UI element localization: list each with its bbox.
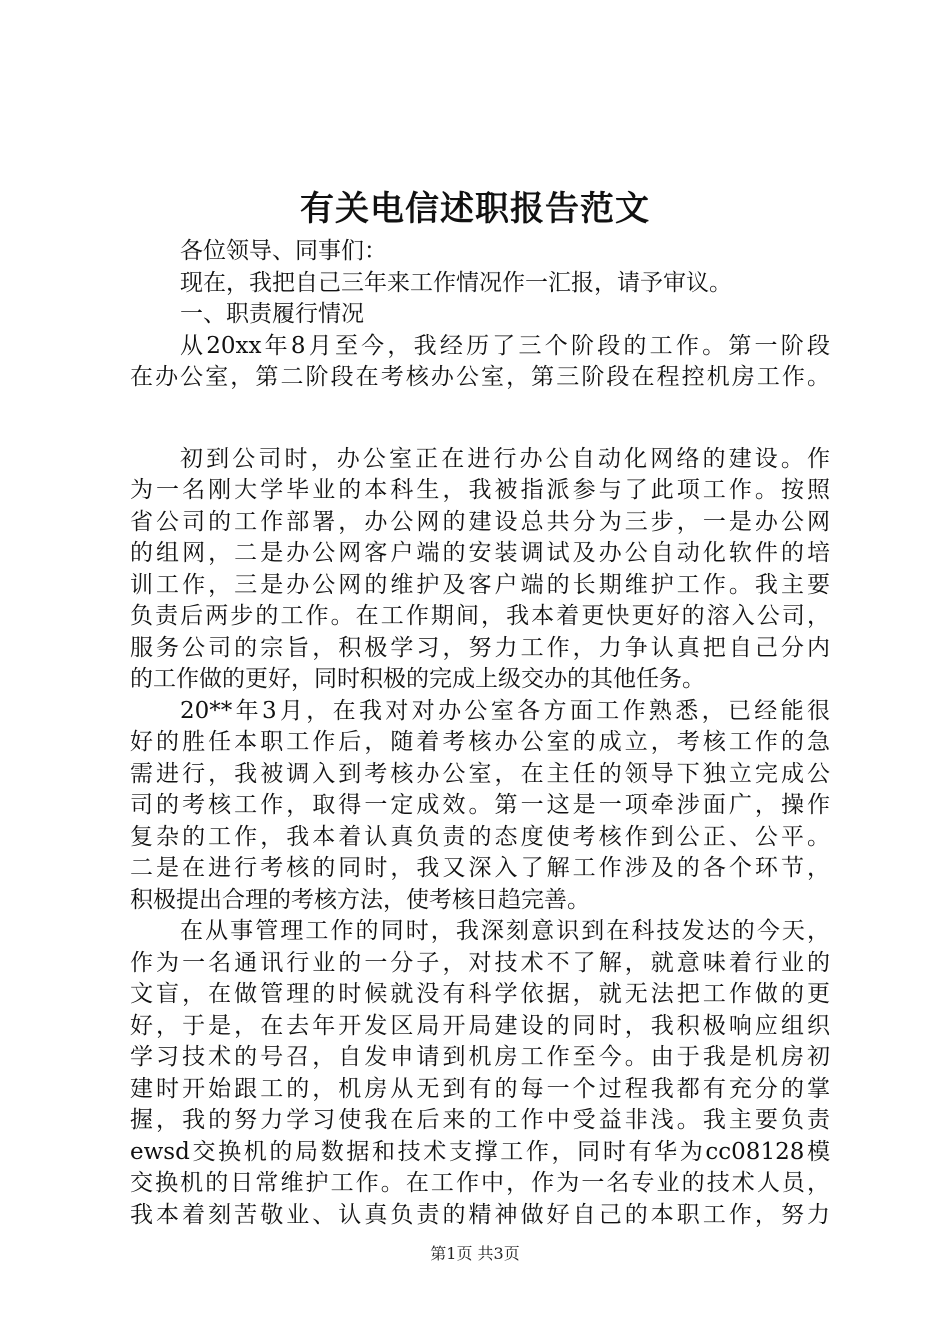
body-line: 从20xx年8月至今，我经历了三个阶段的工作。第一阶段 [180,332,830,359]
body-line: 复杂的工作，我本着认真负责的态度使考核作到公正、公平。 [130,823,830,850]
body-line: 的组网，二是办公网客户端的安装调试及办公自动化软件的培 [130,540,830,566]
body-line: 现在，我把自己三年来工作情况作一汇报，请予审议。 [180,269,732,296]
body-line: 交换机的日常维护工作。在工作中，作为一名专业的技术人员， [130,1170,830,1196]
page-indicator: 第1页 共3页 [430,1244,520,1263]
body-line: 学习技术的号召，自发申请到机房工作至今。由于我是机房初 [130,1044,830,1070]
body-line: 省公司的工作部署，办公网的建设总共分为三步，一是办公网 [130,508,830,535]
body-line: 各位领导、同事们： [180,238,387,264]
body-line: 训工作，三是办公网的维护及客户端的长期维护工作。我主要 [130,571,830,598]
body-line: 司的考核工作，取得一定成效。第一这是一项牵涉面广，操作 [130,792,830,818]
body-line: 服务公司的宗旨，积极学习，努力工作，力争认真把自己分内 [130,634,830,661]
body-line: 在从事管理工作的同时，我深刻意识到在科技发达的今天， [180,918,830,944]
body-line: 握，我的努力学习使我在后来的工作中受益非浅。我主要负责 [130,1107,830,1133]
body-line: 一、职责履行情况 [180,301,364,327]
body-line: 20**年3月，在我对对办公室各方面工作熟悉，已经能很 [180,697,830,724]
body-line: 在办公室，第二阶段在考核办公室，第三阶段在程控机房工作。 [130,364,830,390]
document-body [130,236,830,1231]
body-line: 负责后两步的工作。在工作期间，我本着更快更好的溶入公司， [130,603,830,629]
body-line: 需进行，我被调入到考核办公室，在主任的领导下独立完成公 [130,760,830,787]
body-line: 为一名刚大学毕业的本科生，我被指派参与了此项工作。按照 [130,477,830,503]
body-line: 我本着刻苦敬业、认真负责的精神做好自己的本职工作，努力 [130,1201,830,1228]
body-line: ewsd交换机的局数据和技术支撑工作，同时有华为cc08128模 [130,1138,830,1165]
body-line: 好的胜任本职工作后，随着考核办公室的成立，考核工作的急 [130,729,830,755]
body-line: 积极提出合理的考核方法，使考核日趋完善。 [130,886,590,913]
body-line: 的工作做的更好，同时积极的完成上级交办的其他任务。 [130,666,705,692]
body-line: 好，于是，在去年开发区局开局建设的同时，我积极响应组织 [130,1012,830,1039]
body-line: 二是在进行考核的同时，我又深入了解工作涉及的各个环节， [130,855,830,881]
body-line: 初到公司时，办公室正在进行办公自动化网络的建设。作 [180,445,830,472]
body-line: 文盲，在做管理的时候就没有科学依据，就无法把工作做的更 [130,981,830,1007]
body-line: 作为一名通讯行业的一分子，对技术不了解，就意味着行业的 [130,949,830,976]
document-title: 有关电信述职报告范文 [300,189,650,229]
blank-line [130,394,830,444]
body-line: 建时开始跟工的，机房从无到有的每一个过程我都有充分的掌 [130,1075,830,1102]
